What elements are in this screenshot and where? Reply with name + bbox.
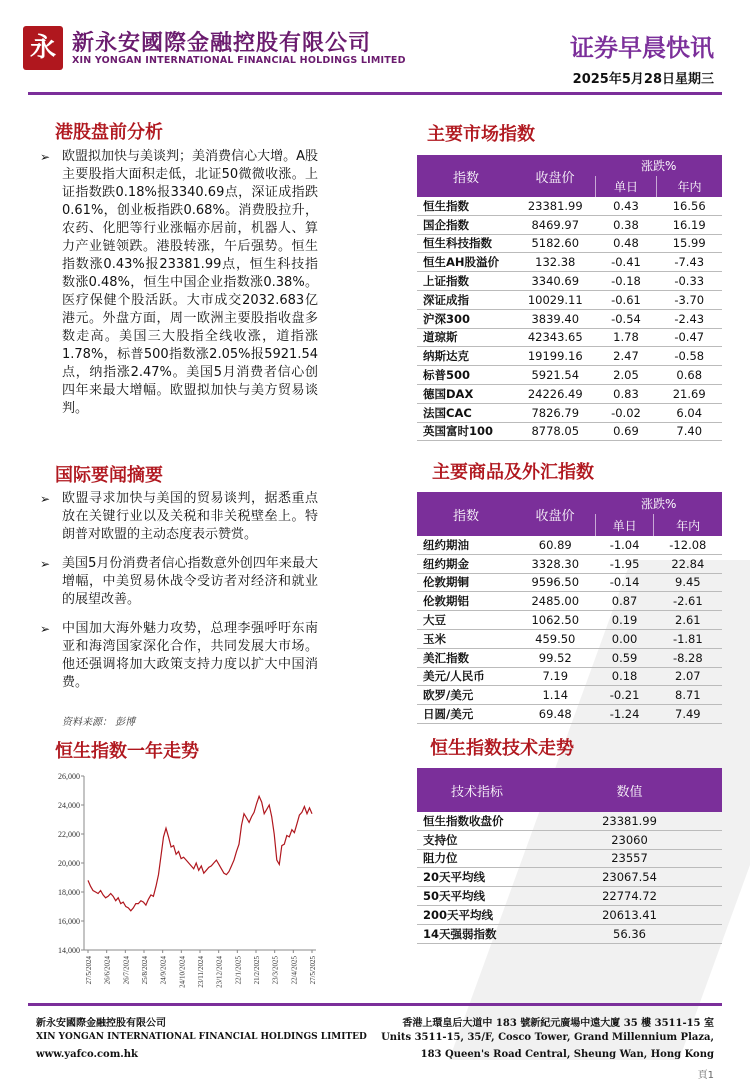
cell-name: 法国CAC	[417, 403, 515, 422]
cell-close: 5921.54	[515, 366, 596, 385]
cell-ytd: -7.43	[656, 253, 722, 272]
x-tick-label: 24/10/2024	[178, 956, 187, 988]
x-tick-label: 26/6/2024	[103, 956, 112, 985]
cell-ytd: 22.84	[654, 554, 722, 573]
hk-premarket-section	[40, 148, 318, 424]
cell-day: 2.47	[596, 347, 657, 366]
table-row	[417, 272, 722, 291]
col-header-day: 单日	[596, 514, 654, 536]
cell-day: 0.48	[596, 234, 657, 253]
cell-name: 阻力位	[417, 849, 537, 868]
table-row	[417, 648, 722, 667]
cell-day: -0.02	[596, 403, 657, 422]
technicals-title: 恒生指数技术走势	[430, 738, 574, 759]
cell-ytd: -8.28	[654, 648, 722, 667]
cell-close: 9596.50	[515, 573, 596, 592]
cell-name: 上证指数	[417, 272, 515, 291]
source-note: 资料来源： 彭博	[62, 717, 136, 728]
col-header-day: 单日	[596, 176, 657, 197]
intl-news-list	[40, 490, 318, 698]
cell-ytd: -2.43	[656, 309, 722, 328]
cell-ytd: 2.61	[654, 611, 722, 630]
cell-name: 日圆/美元	[417, 705, 515, 724]
news-item	[40, 555, 318, 609]
cell-close: 60.89	[515, 536, 596, 554]
footer-address-en-2: 183 Queen's Road Central, Sheung Wan, Hong Kong	[420, 1049, 714, 1060]
cell-name: 美元/人民币	[417, 667, 515, 686]
news-item	[40, 620, 318, 692]
hk-premarket-text: 欧盟拟加快与美谈判；美消费信心大增。A股主要股指大面积走低，北证50微微收涨。上证指数跌0.18%报3340.69点，深证成指跌0.61%，创业板指跌0.68%。消费股拉升，农药、化肥等行业涨幅亦居前，机器人、算力产业链领跌。港股转涨，午后强势。恒生指数涨0.43%报23381.99点，恒生科技指数涨0.48%，恒生中国企业指数涨0.38%。医疗保健个股活跃。大市成交2032.683亿港元。外盘方面，周一欧洲主要股指收盘多数走高。美国三大股指全线收涨，道指涨1.78%，标普500指数涨2.05%报5921.54点，纳指涨2.47%。美国5月消费者信心创四年来最大增幅。欧盟拟加快与美方贸易谈判。	[62, 149, 318, 416]
cell-value: 56.36	[537, 924, 722, 943]
cell-ytd: 16.56	[656, 197, 722, 215]
cell-name: 道琼斯	[417, 328, 515, 347]
table-row	[417, 253, 722, 272]
y-tick-label: 24,000	[58, 801, 80, 810]
cell-day: 0.38	[596, 215, 657, 234]
cell-name: 英国富时100	[417, 422, 515, 441]
cell-day: 0.59	[596, 648, 654, 667]
x-tick-label: 22/4/2025	[290, 956, 299, 985]
news-item	[40, 490, 318, 544]
table-row	[417, 422, 722, 441]
cell-day: 0.19	[596, 611, 654, 630]
document-date: 2025年5月28日星期三	[572, 72, 714, 87]
table-row	[417, 366, 722, 385]
cell-day: -1.04	[596, 536, 654, 554]
cell-name: 标普500	[417, 366, 515, 385]
col-header-close: 收盘价	[515, 492, 596, 536]
col-header-name: 指数	[417, 492, 515, 536]
cell-day: -0.61	[596, 290, 657, 309]
cell-ytd: 8.71	[654, 686, 722, 705]
company-name-cn: 新永安國際金融控股有限公司	[72, 31, 372, 56]
table-row	[417, 309, 722, 328]
x-tick-label: 23/11/2024	[197, 956, 205, 988]
col-header-ytd: 年内	[656, 176, 722, 197]
cell-close: 69.48	[515, 705, 596, 724]
cell-close: 1.14	[515, 686, 596, 705]
table-row	[417, 705, 722, 724]
col-header-change: 涨跌%	[596, 492, 723, 514]
x-tick-label: 27/5/2024	[85, 956, 93, 985]
cell-ytd: 15.99	[656, 234, 722, 253]
col-header-name: 指数	[417, 155, 515, 197]
cell-name: 美汇指数	[417, 648, 515, 667]
cell-name: 支持位	[417, 830, 537, 849]
x-tick-label: 24/9/2024	[159, 956, 168, 985]
cell-day: -1.95	[596, 554, 654, 573]
cell-day: 2.05	[596, 366, 657, 385]
hsi-series-line	[88, 796, 312, 911]
cell-ytd: -0.33	[656, 272, 722, 291]
cell-name: 50天平均线	[417, 887, 537, 906]
market-indices-table	[417, 155, 722, 441]
cell-name: 伦敦期铜	[417, 573, 515, 592]
company-logo: 永	[23, 26, 63, 70]
cell-name: 纳斯达克	[417, 347, 515, 366]
footer-address-en-1: Units 3511-15, 35/F, Cosco Tower, Grand Millennium Plaza,	[381, 1032, 714, 1043]
cell-close: 23381.99	[515, 197, 596, 215]
col-header-value: 数值	[537, 768, 722, 812]
cell-name: 恒生指数	[417, 197, 515, 215]
arrow-bullet-icon: ➢	[40, 557, 51, 571]
cell-value: 20613.41	[537, 905, 722, 924]
x-tick-label: 26/7/2024	[122, 956, 131, 985]
cell-ytd: 0.68	[656, 366, 722, 385]
cell-close: 7.19	[515, 667, 596, 686]
document-title: 证券早晨快讯	[570, 34, 714, 62]
cell-name: 伦敦期铝	[417, 592, 515, 611]
col-header-close: 收盘价	[515, 155, 596, 197]
cell-name: 欧罗/美元	[417, 686, 515, 705]
technicals-table	[417, 768, 722, 944]
cell-name: 恒生AH股溢价	[417, 253, 515, 272]
cell-day: -0.21	[596, 686, 654, 705]
x-tick-label: 21/2/2025	[253, 956, 261, 985]
x-tick-label: 27/5/2025	[309, 956, 317, 985]
cell-close: 2485.00	[515, 592, 596, 611]
cell-day: 0.83	[596, 384, 657, 403]
intl-news-title: 国际要闻摘要	[55, 465, 163, 486]
col-header-indicator: 技术指标	[417, 768, 537, 812]
cell-day: -0.14	[596, 573, 654, 592]
cell-day: -1.24	[596, 705, 654, 724]
cell-close: 3340.69	[515, 272, 596, 291]
cell-close: 42343.65	[515, 328, 596, 347]
cell-value: 23381.99	[537, 812, 722, 830]
cell-close: 19199.16	[515, 347, 596, 366]
cell-value: 23060	[537, 830, 722, 849]
table-row	[417, 290, 722, 309]
cell-ytd: -2.61	[654, 592, 722, 611]
cell-ytd: 7.40	[656, 422, 722, 441]
table-row	[417, 328, 722, 347]
hsi-one-year-chart	[50, 770, 330, 1000]
cell-day: 0.18	[596, 667, 654, 686]
cell-close: 3328.30	[515, 554, 596, 573]
arrow-bullet-icon: ➢	[40, 150, 51, 164]
table-row	[417, 554, 722, 573]
cell-ytd: 9.45	[654, 573, 722, 592]
y-tick-label: 18,000	[58, 888, 80, 897]
table-row	[417, 234, 722, 253]
y-tick-label: 22,000	[58, 830, 80, 839]
cell-close: 10029.11	[515, 290, 596, 309]
market-indices-title: 主要市场指数	[427, 124, 535, 145]
commodities-title: 主要商品及外汇指数	[432, 462, 594, 483]
table-row	[417, 686, 722, 705]
cell-name: 沪深300	[417, 309, 515, 328]
x-tick-label: 25/8/2024	[141, 956, 149, 985]
cell-close: 24226.49	[515, 384, 596, 403]
y-tick-label: 14,000	[58, 946, 80, 955]
table-row	[417, 629, 722, 648]
cell-day: 0.00	[596, 629, 654, 648]
x-tick-label: 22/1/2025	[234, 956, 243, 985]
cell-ytd: -12.08	[654, 536, 722, 554]
table-row	[417, 384, 722, 403]
table-row	[417, 215, 722, 234]
cell-day: 0.69	[596, 422, 657, 441]
cell-close: 132.38	[515, 253, 596, 272]
cell-close: 459.50	[515, 629, 596, 648]
table-row	[417, 887, 722, 906]
table-row	[417, 403, 722, 422]
footer-company-cn: 新永安國際金融控股有限公司	[36, 1018, 166, 1029]
cell-day: 1.78	[596, 328, 657, 347]
cell-value: 22774.72	[537, 887, 722, 906]
news-item-text: 欧盟寻求加快与美国的贸易谈判，据悉重点放在关键行业以及关税和非关税壁垒上。特朗普对欧盟的主动态度表示赞赏。	[62, 491, 318, 542]
y-tick-label: 26,000	[58, 772, 80, 781]
footer-website[interactable]: www.yafco.com.hk	[36, 1049, 138, 1060]
arrow-bullet-icon: ➢	[40, 622, 51, 636]
hk-premarket-bullet	[40, 148, 318, 418]
table-row	[417, 905, 722, 924]
cell-ytd: 7.49	[654, 705, 722, 724]
cell-day: -0.41	[596, 253, 657, 272]
cell-name: 14天强弱指数	[417, 924, 537, 943]
cell-day: 0.43	[596, 197, 657, 215]
news-item-text: 美国5月份消费者信心指数意外创四年来最大增幅，中美贸易休战令受访者对经济和就业的展望改善。	[62, 556, 318, 607]
footer-divider	[28, 1003, 722, 1006]
table-row	[417, 536, 722, 554]
cell-name: 国企指数	[417, 215, 515, 234]
cell-ytd: -0.47	[656, 328, 722, 347]
header-divider	[28, 92, 722, 95]
table-row	[417, 347, 722, 366]
cell-value: 23067.54	[537, 868, 722, 887]
company-name-en: XIN YONGAN INTERNATIONAL FINANCIAL HOLDINGS LIMITED	[72, 55, 406, 66]
cell-close: 8778.05	[515, 422, 596, 441]
cell-name: 大豆	[417, 611, 515, 630]
cell-day: -0.18	[596, 272, 657, 291]
cell-ytd: 6.04	[656, 403, 722, 422]
cell-close: 8469.97	[515, 215, 596, 234]
table-row	[417, 849, 722, 868]
x-tick-label: 23/12/2024	[215, 956, 224, 988]
table-row	[417, 197, 722, 215]
cell-close: 3839.40	[515, 309, 596, 328]
chart-title: 恒生指数一年走势	[55, 741, 199, 762]
news-item-text: 中国加大海外魅力攻势，总理李强呼吁东南亚和海湾国家深化合作，共同发展大市场。他还强调将加大政策支持力度以扩大中国消费。	[62, 621, 318, 690]
table-row	[417, 573, 722, 592]
col-header-change: 涨跌%	[596, 155, 723, 176]
col-header-ytd: 年内	[654, 514, 722, 536]
table-row	[417, 667, 722, 686]
cell-name: 恒生指数收盘价	[417, 812, 537, 830]
table-row	[417, 830, 722, 849]
y-tick-label: 16,000	[58, 917, 80, 926]
table-row	[417, 924, 722, 943]
cell-name: 纽约期金	[417, 554, 515, 573]
cell-day: 0.87	[596, 592, 654, 611]
footer-address-cn: 香港上環皇后大道中 183 號新紀元廣場中遠大廈 35 樓 3511-15 室	[402, 1018, 714, 1029]
table-row	[417, 592, 722, 611]
footer-company-en: XIN YONGAN INTERNATIONAL FINANCIAL HOLDINGS LIMITED	[36, 1032, 367, 1042]
cell-ytd: 16.19	[656, 215, 722, 234]
commodities-table	[417, 492, 722, 724]
cell-close: 99.52	[515, 648, 596, 667]
cell-name: 20天平均线	[417, 868, 537, 887]
cell-name: 纽约期油	[417, 536, 515, 554]
arrow-bullet-icon: ➢	[40, 492, 51, 506]
page-number: 頁1	[697, 1070, 714, 1081]
cell-name: 200天平均线	[417, 905, 537, 924]
cell-ytd: -1.81	[654, 629, 722, 648]
cell-close: 1062.50	[515, 611, 596, 630]
x-tick-label: 23/3/2025	[271, 956, 280, 985]
cell-ytd: 21.69	[656, 384, 722, 403]
table-row	[417, 611, 722, 630]
cell-ytd: -3.70	[656, 290, 722, 309]
cell-ytd: 2.07	[654, 667, 722, 686]
cell-name: 德国DAX	[417, 384, 515, 403]
cell-close: 7826.79	[515, 403, 596, 422]
cell-name: 深证成指	[417, 290, 515, 309]
cell-name: 玉米	[417, 629, 515, 648]
cell-value: 23557	[537, 849, 722, 868]
y-tick-label: 20,000	[58, 859, 80, 868]
table-row	[417, 812, 722, 830]
cell-ytd: -0.58	[656, 347, 722, 366]
cell-name: 恒生科技指数	[417, 234, 515, 253]
cell-day: -0.54	[596, 309, 657, 328]
cell-close: 5182.60	[515, 234, 596, 253]
hk-premarket-title: 港股盘前分析	[55, 122, 163, 143]
table-row	[417, 868, 722, 887]
